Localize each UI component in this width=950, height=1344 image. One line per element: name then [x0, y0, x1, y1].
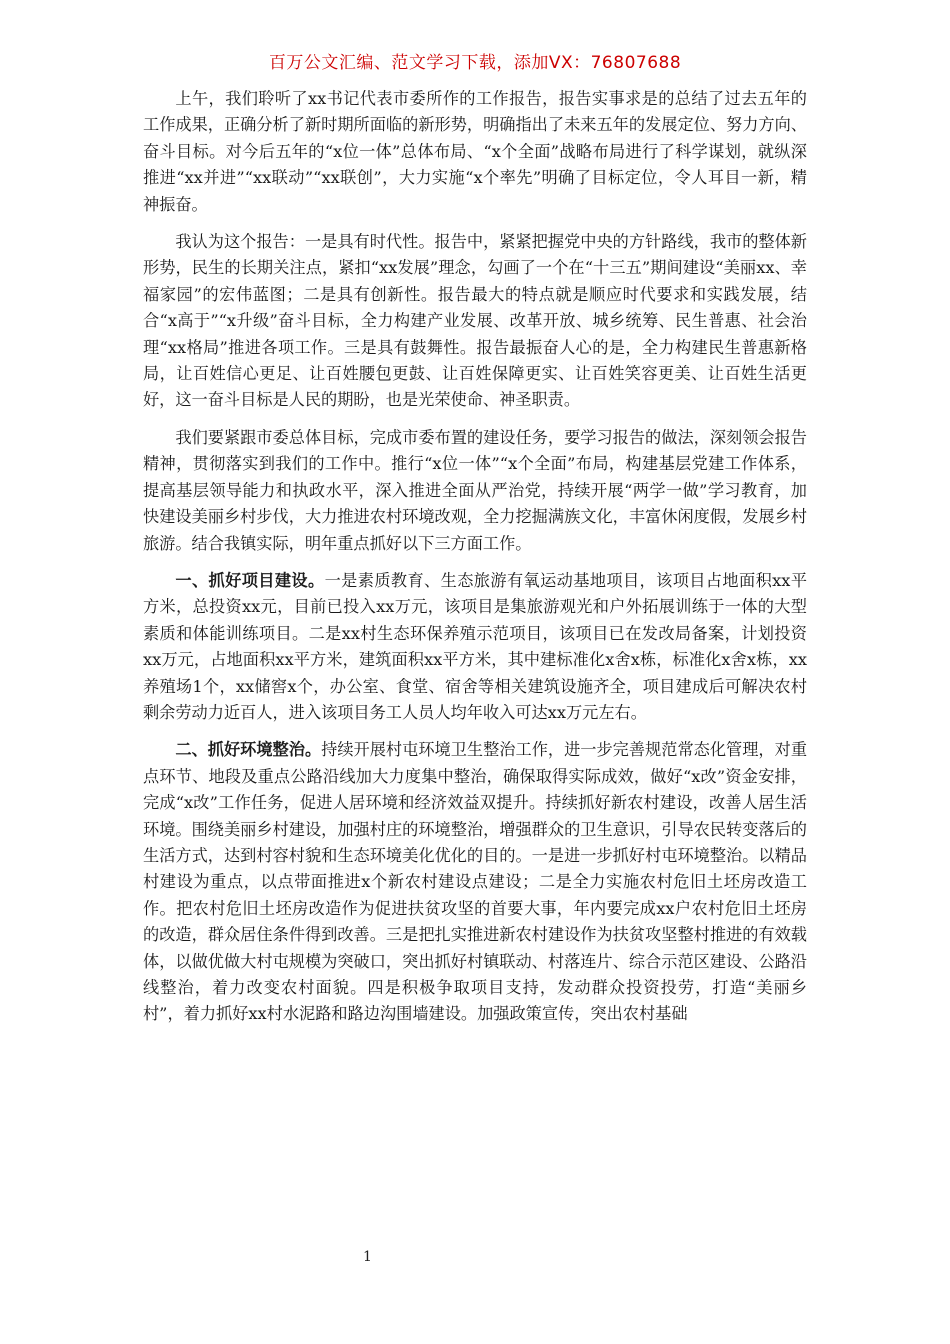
section-heading-project: 一、抓好项目建设。 — [175, 570, 325, 590]
paragraph-text: 持续开展村屯环境卫生整治工作，进一步完善规范常态化管理，对重点环节、地段及重点公路沿线加大力度集中整治，确保取得实际成效，做好“x改”资金安排，完成“x改”工作任务，促进人居环境和经济效益双提升。持续抓好新农村建设，改善人居生活环境。围绕美丽乡村建设，加强村庄的环境整治，增强群众的卫生意识，引导农民转变落后的生活方式，达到村容村貌和生态环境美化优化的目的。一是进一步抓好村屯环境整治。以精品村建设为重点，以点带面推进x个新农村建设点建设；二是全力实施农村危旧土坯房改造工作。把农村危旧土坯房改造作为促进扶贫攻坚的首要大事，年内要完成xx户农村危旧土坯房的改造，群众居住条件得到改善。三是把扎实推进新农村建设作为扶贫攻坚整村推进的有效载体，以做优做大村屯规模为突破口，突出抓好村镇联动、村落连片、综合示范区建设、公路沿线整治，着力改变农村面貌。四是积极争取项目支持，发动群众投资投劳，打造“美丽乡村”，着力抓好xx村水泥路和路边沟围墙建设。加强政策宣传，突出农村基础 — [143, 740, 808, 1024]
document-body — [143, 86, 807, 1039]
paragraph-intro — [143, 86, 807, 218]
paragraph-text: 我们要紧跟市委总体目标，完成市委布置的建设任务，要学习报告的做法，深刻领会报告精神，贯彻落实到我们的工作中。推行“x位一体”“x个全面”布局，构建基层党建工作体系，提高基层领导能力和执政水平，深入推进全面从严治党，持续开展“两学一做”学习教育，加快建设美丽乡村步伐，大力推进农村环境改观，全力挖掘满族文化，丰富休闲度假，发展乡村旅游。结合我镇实际，明年重点抓好以下三方面工作。 — [143, 427, 807, 553]
paragraph-opinion — [143, 229, 807, 414]
paragraph-project-construction — [143, 568, 807, 726]
paragraph-text: 一是素质教育、生态旅游有氧运动基地项目，该项目占地面积xx平方米，总投资xx元，目前已投入xx万元，该项目是集旅游观光和户外拓展训练于一体的大型素质和体能训练项目。二是xx村生态环保养殖示范项目，该项目已在发改局备案，计划投资xx万元，占地面积xx平方米，建筑面积xx平方米，其中建标准化x舍x栋，标准化x舍x栋，xx养殖场1个，xx储窖x个，办公室、食堂、宿舍等相关建筑设施齐全，项目建成后可解决农村剩余劳动力近百人，进入该项目务工人员人均年收入可达xx万元左右。 — [143, 570, 808, 722]
page-number: 1 — [363, 1249, 372, 1265]
paragraph-text: 上午，我们聆听了xx书记代表市委所作的工作报告，报告实事求是的总结了过去五年的工作成果，正确分析了新时期所面临的新形势，明确指出了未来五年的发展定位、努力方向、奋斗目标。对今后五年的“x位一体”总体布局、“x个全面”战略布局进行了科学谋划，就纵深推进“xx并进”“xx联动”“xx联创”，大力实施“x个率先”明确了目标定位，令人耳目一新，精神振奋。 — [143, 89, 807, 214]
paragraph-text: 我认为这个报告：一是具有时代性。报告中，紧紧把握党中央的方针路线，我市的整体新形势，民生的长期关注点，紧扣“xx发展”理念，勾画了一个在“十三五”期间建设“美丽xx、幸福家园”的宏伟蓝图；二是具有创新性。报告最大的特点就是顺应时代要求和实践发展，结合“x高于”“x升级”奋斗目标，全力构建产业发展、改革开放、城乡统筹、民生普惠、社会治理“xx格局”推进各项工作。三是具有鼓舞性。报告最振奋人心的是，全力构建民生普惠新格局，让百姓信心更足、让百姓腰包更鼓、让百姓保障更实、让百姓笑容更美、让百姓生活更好，这一奋斗目标是人民的期盼，也是光荣使命、神圣职责。 — [143, 232, 807, 410]
section-heading-environment: 二、抓好环境整治。 — [175, 740, 322, 760]
download-banner: 百万公文汇编、范文学习下载，添加VX：76807688 — [268, 53, 682, 73]
paragraph-environment — [143, 737, 807, 1027]
paragraph-plan — [143, 425, 807, 557]
